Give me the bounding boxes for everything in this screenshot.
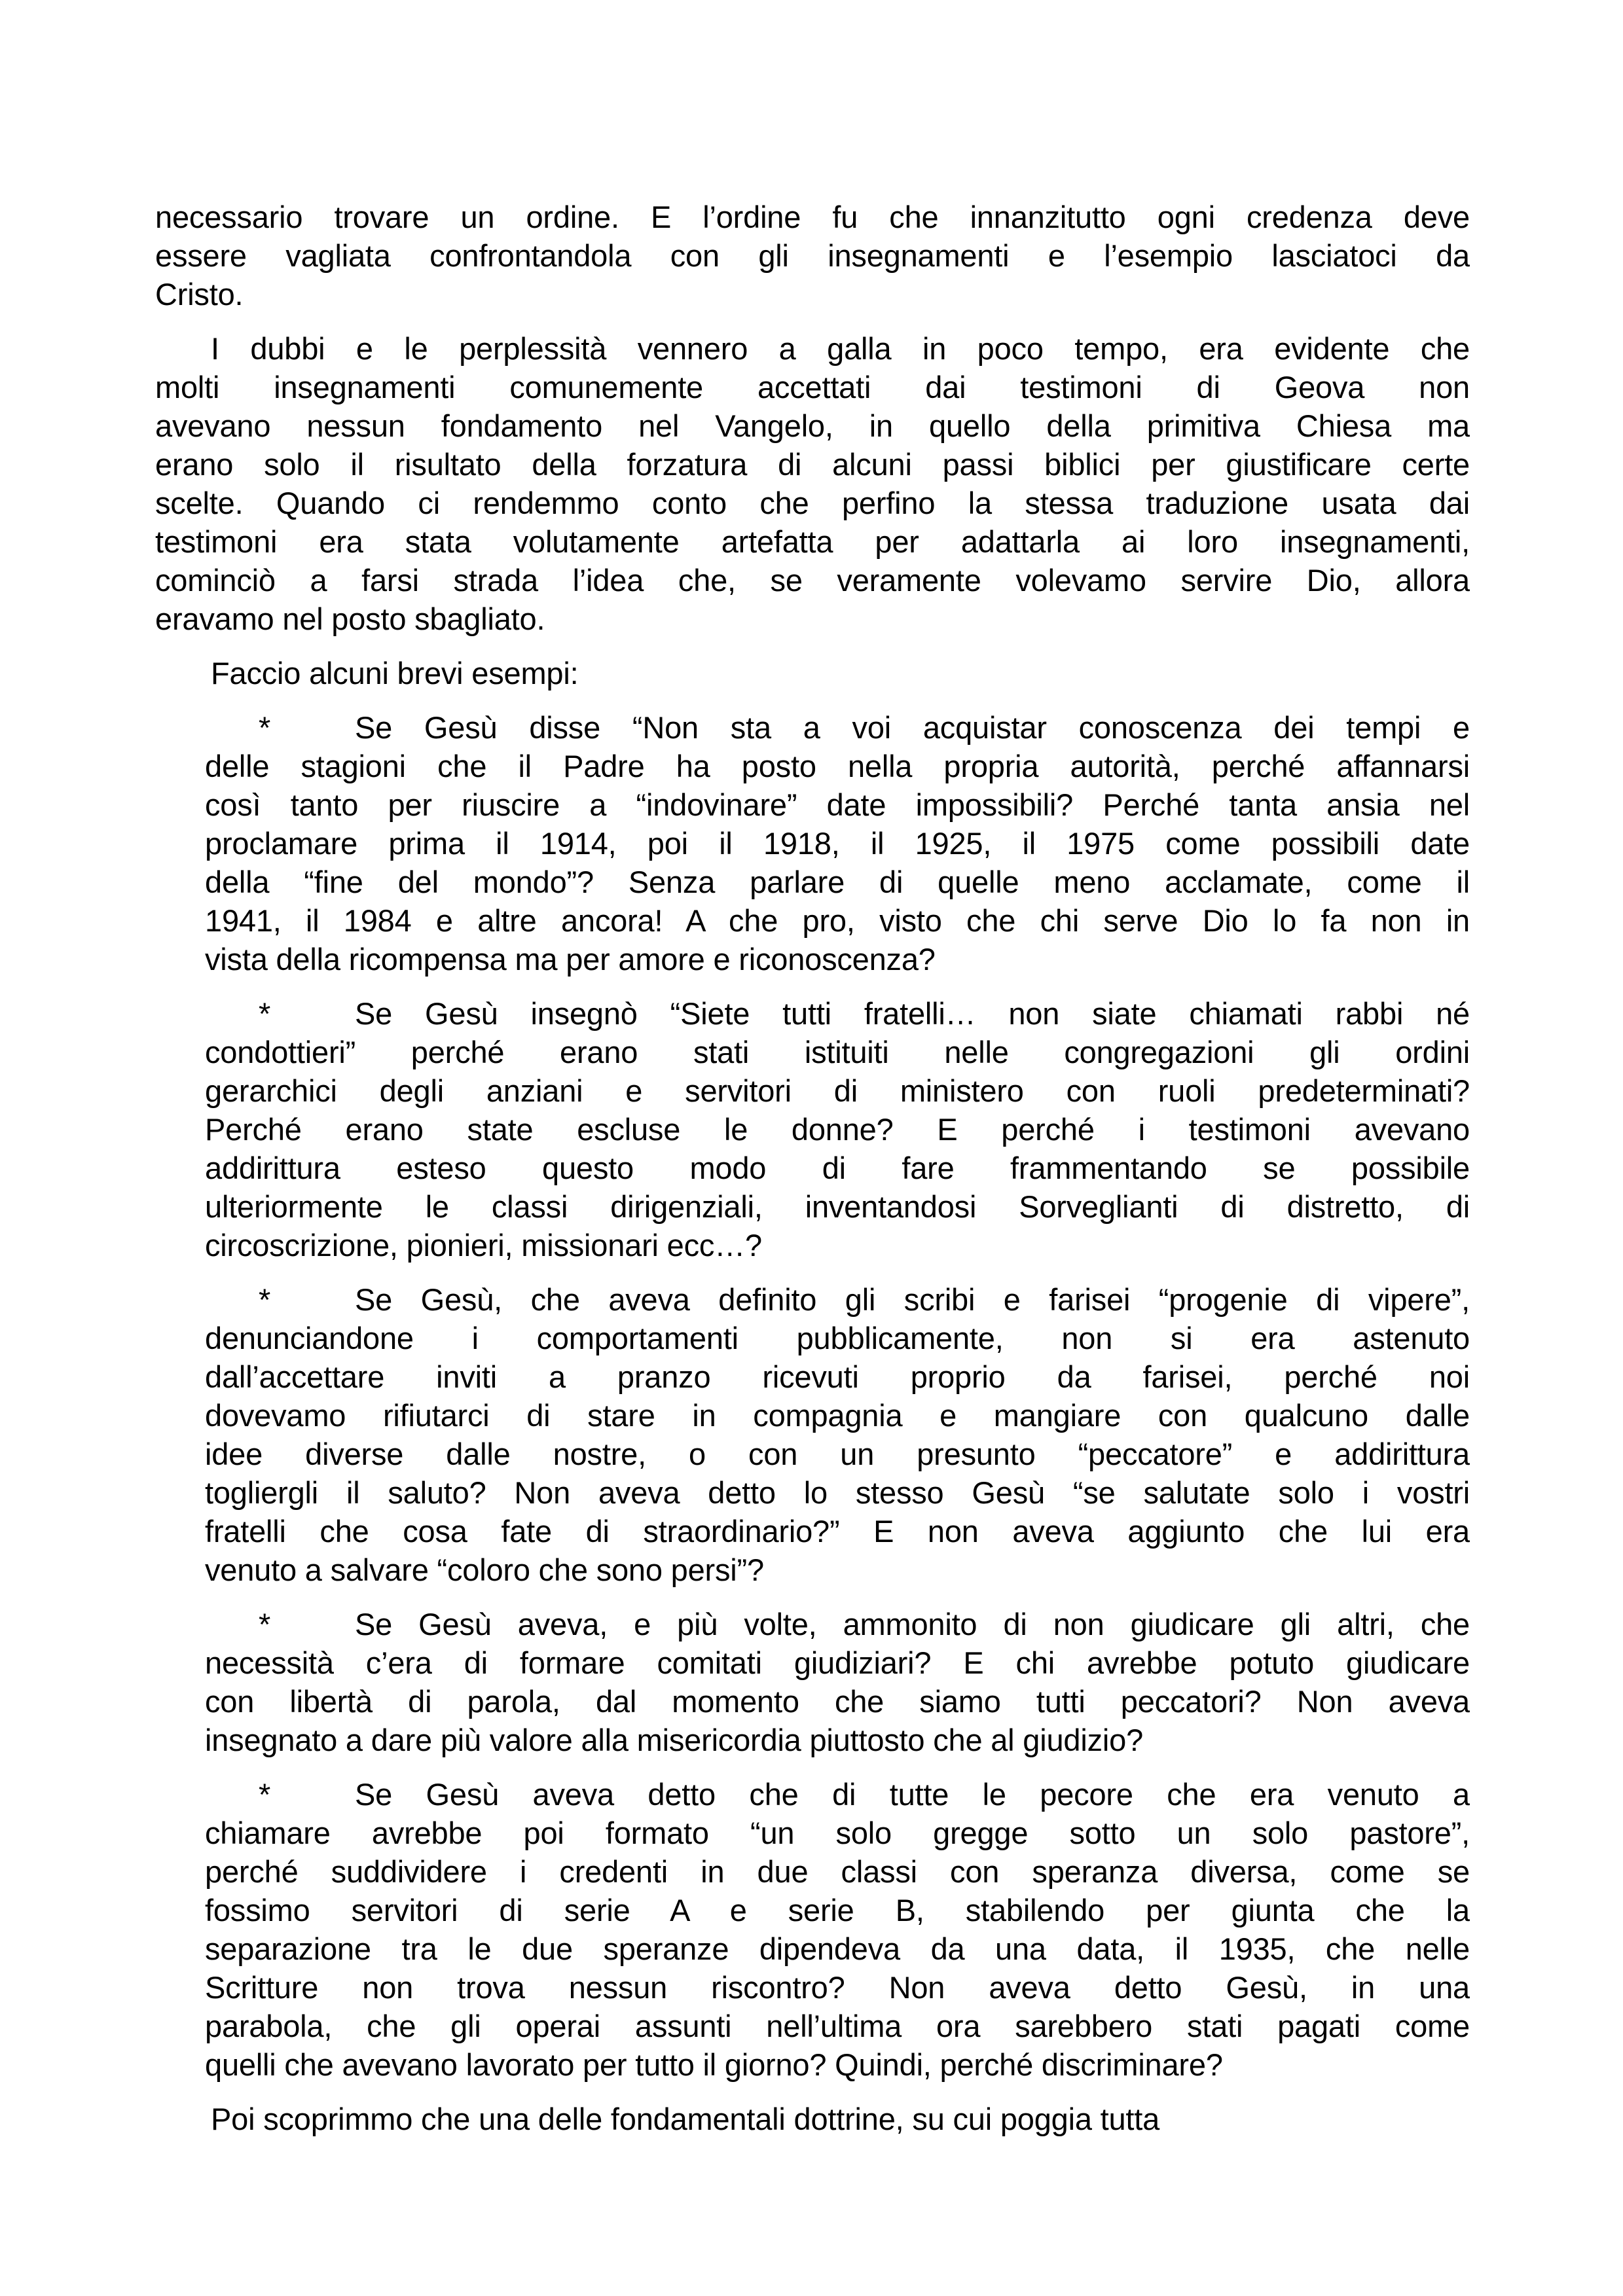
- bullet-paragraph-6: [205, 1605, 1470, 1759]
- text-line: cominciò a farsi strada l’idea che, se veramente volevamo servire Dio, allora: [155, 563, 1470, 598]
- text-line: necessario trovare un ordine. E l’ordine fu che innanzitutto ogni credenza deve: [155, 200, 1470, 234]
- text-line: avevano nessun fondamento nel Vangelo, in quello della primitiva Chiesa ma: [155, 408, 1470, 443]
- text-line: quelli che avevano lavorato per tutto il giorno? Quindi, perché discriminare?: [205, 2047, 1223, 2082]
- text-line: Scritture non trova nessun riscontro? Non aveva detto Gesù, in una: [205, 1970, 1470, 2005]
- text-line: Se Gesù insegnò “Siete tutti fratelli… non siate chiamati rabbi né: [355, 996, 1470, 1031]
- text-line: Poi scoprimmo che una delle fondamentali dottrine, su cui poggia tutta: [211, 2102, 1160, 2136]
- text-line: togliergli il saluto? Non aveva detto lo stesso Gesù “se salutate solo i vostri: [205, 1475, 1470, 1510]
- text-line: parabola, che gli operai assunti nell’ultima ora sarebbero stati pagati come: [205, 2009, 1470, 2043]
- text-line: erano solo il risultato della forzatura di alcuni passi biblici per giustificare certe: [155, 447, 1470, 482]
- paragraph-8: [155, 2100, 1470, 2138]
- text-line: proclamare prima il 1914, poi il 1918, il 1925, il 1975 come possibili date: [205, 826, 1470, 861]
- text-line: 1941, il 1984 e altre ancora! A che pro, visto che chi serve Dio lo fa non in: [205, 903, 1470, 938]
- bullet-asterisk: *: [259, 1282, 271, 1317]
- bullet-first-line: [205, 994, 1470, 1033]
- text-line: così tanto per riuscire a “indovinare” date impossibili? Perché tanta ansia nel: [205, 787, 1470, 822]
- text-line: insegnato a dare più valore alla misericordia piuttosto che al giudizio?: [205, 1723, 1144, 1757]
- bullet-first-line: [205, 708, 1470, 747]
- bullet-asterisk: *: [259, 1607, 271, 1641]
- bullet-paragraph-3: [205, 708, 1470, 978]
- text-line: idee diverse dalle nostre, o con un presunto “peccatore” e addirittura: [205, 1437, 1470, 1471]
- bullet-first-line: [205, 1605, 1470, 1643]
- bullet-asterisk: *: [259, 1777, 271, 1812]
- paragraph-2: [155, 654, 1470, 692]
- text-line: dall’accettare inviti a pranzo ricevuti proprio da farisei, perché noi: [205, 1359, 1470, 1394]
- text-line: delle stagioni che il Padre ha posto nella propria autorità, perché affannarsi: [205, 749, 1470, 783]
- text-line: perché suddividere i credenti in due classi con speranza diversa, come se: [205, 1854, 1470, 1889]
- text-line: denunciandone i comportamenti pubblicamente, non si era astenuto: [205, 1321, 1470, 1355]
- bullet-asterisk: *: [259, 996, 271, 1031]
- text-line: fratelli che cosa fate di straordinario?” E non aveva aggiunto che lui era: [205, 1514, 1470, 1549]
- text-line: Se Gesù disse “Non sta a voi acquistar conoscenza dei tempi e: [355, 710, 1470, 745]
- text-line: ulteriormente le classi dirigenziali, inventandosi Sorveglianti di distretto, di: [205, 1189, 1470, 1224]
- text-line: della “fine del mondo”? Senza parlare di quelle meno acclamate, come il: [205, 865, 1470, 899]
- text-line: venuto a salvare “coloro che sono persi”?: [205, 1552, 764, 1587]
- text-line: Se Gesù aveva, e più volte, ammonito di non giudicare gli altri, che: [355, 1607, 1470, 1641]
- text-line: separazione tra le due speranze dipendeva da una data, il 1935, che nelle: [205, 1931, 1470, 1966]
- text-line: condottieri” perché erano stati istituiti nelle congregazioni gli ordini: [205, 1035, 1470, 1069]
- bullet-paragraph-7: [205, 1775, 1470, 2084]
- bullet-first-line: [205, 1280, 1470, 1319]
- text-line: necessità c’era di formare comitati giudiziari? E chi avrebbe potuto giudicare: [205, 1645, 1470, 1680]
- paragraph-1: [155, 329, 1470, 638]
- bullet-paragraph-5: [205, 1280, 1470, 1589]
- text-line: dovevamo rifiutarci di stare in compagnia e mangiare con qualcuno dalle: [205, 1398, 1470, 1433]
- text-line: Cristo.: [155, 277, 244, 312]
- text-line: vista della ricompensa ma per amore e riconoscenza?: [205, 942, 936, 977]
- bullet-paragraph-4: [205, 994, 1470, 1265]
- bullet-first-line: [205, 1775, 1470, 1814]
- text-line: chiamare avrebbe poi formato “un solo gregge sotto un solo pastore”,: [205, 1816, 1470, 1850]
- bullet-asterisk: *: [259, 710, 271, 745]
- text-line: addirittura esteso questo modo di fare frammentando se possibile: [205, 1151, 1470, 1185]
- text-line: Se Gesù, che aveva definito gli scribi e farisei “progenie di vipere”,: [355, 1282, 1470, 1317]
- text-line: essere vagliata confrontandola con gli insegnamenti e l’esempio lasciatoci da: [155, 238, 1470, 273]
- text-line: Se Gesù aveva detto che di tutte le pecore che era venuto a: [355, 1777, 1470, 1812]
- text-line: scelte. Quando ci rendemmo conto che perfino la stessa traduzione usata dai: [155, 486, 1470, 520]
- text-line: Faccio alcuni brevi esempi:: [211, 656, 579, 691]
- text-line: fossimo servitori di serie A e serie B, stabilendo per giunta che la: [205, 1893, 1470, 1928]
- text-line: eravamo nel posto sbagliato.: [155, 601, 545, 636]
- paragraph-0: [155, 198, 1470, 314]
- text-line: testimoni era stata volutamente artefatta per adattarla ai loro insegnamenti,: [155, 524, 1470, 559]
- text-line: con libertà di parola, dal momento che siamo tutti peccatori? Non aveva: [205, 1684, 1470, 1719]
- text-line: gerarchici degli anziani e servitori di ministero con ruoli predeterminati?: [205, 1073, 1470, 1108]
- text-line: I dubbi e le perplessità vennero a galla in poco tempo, era evidente che: [211, 331, 1470, 366]
- text-line: Perché erano state escluse le donne? E perché i testimoni avevano: [205, 1112, 1470, 1147]
- text-line: molti insegnamenti comunemente accettati dai testimoni di Geova non: [155, 370, 1470, 404]
- text-line: circoscrizione, pionieri, missionari ecc…?: [205, 1228, 762, 1263]
